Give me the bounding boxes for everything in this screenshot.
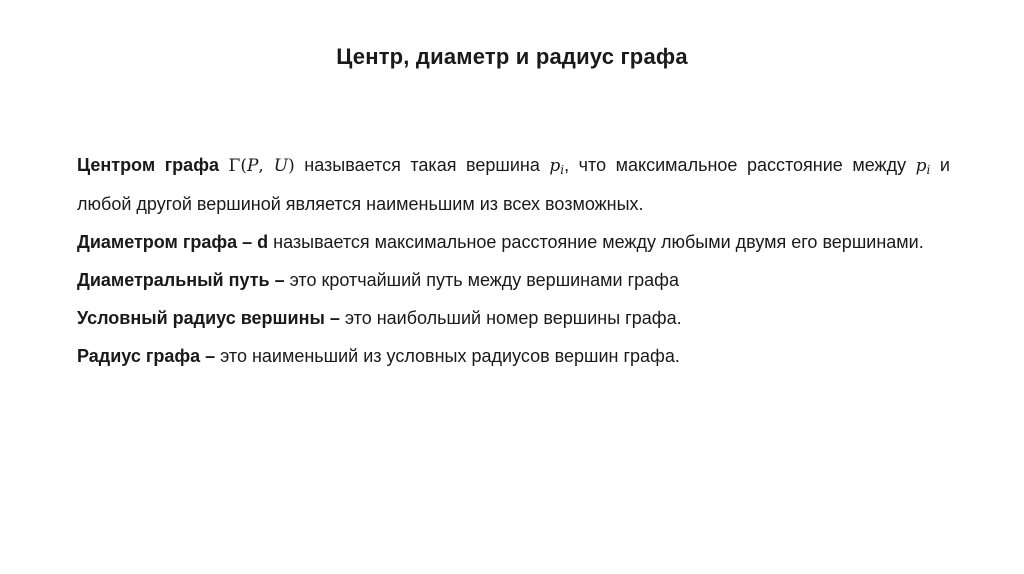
term-diameter: Диаметром графа – d <box>77 232 269 252</box>
slide-body <box>77 146 950 375</box>
term-diametral-path: Диаметральный путь – <box>77 270 285 290</box>
conditional-radius-text: это наибольший номер вершины графа. <box>339 308 682 328</box>
term-radius: Радиус графа – <box>77 346 216 366</box>
radius-text: это наименьший из условных радиусов вершин графа. <box>215 346 680 366</box>
slide-title: Центр, диаметр и радиус графа <box>336 44 688 69</box>
center-text-2: , что максимальное расстояние между <box>564 155 916 175</box>
definition-conditional-radius <box>77 299 950 337</box>
center-text-1: называется такая вершина <box>294 155 550 175</box>
vertex-pi-1: $p_i$ <box>549 156 565 177</box>
definition-diameter <box>77 223 950 261</box>
definition-radius <box>77 337 950 375</box>
term-conditional-radius: Условный радиус вершины – <box>77 308 340 328</box>
definition-diametral-path <box>77 261 950 299</box>
diametral-path-text: это кротчайший путь между вершинами графа <box>284 270 679 290</box>
graph-notation: Γ(P, U) <box>228 156 295 176</box>
definition-center <box>77 146 950 223</box>
center-text-3: и любой другой вершиной является наименьшим из всех возможных. <box>77 155 950 214</box>
diameter-text: называется максимальное расстояние между любыми двумя его вершинами. <box>268 232 924 252</box>
term-center: Центром графа <box>77 155 219 175</box>
vertex-pi-2: $p_i$ <box>915 156 931 177</box>
